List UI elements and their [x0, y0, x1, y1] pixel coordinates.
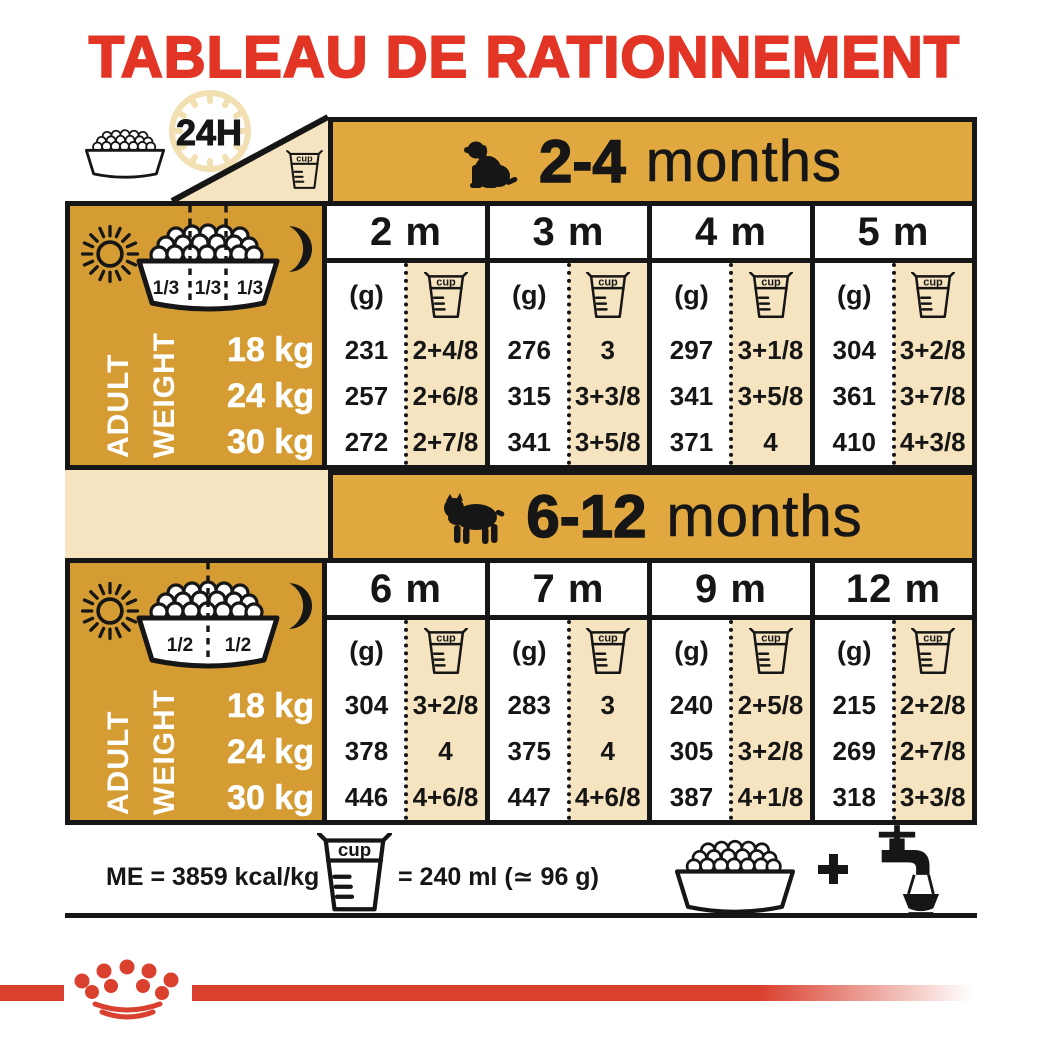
spacer-strip: [65, 470, 328, 558]
cup-value: 4: [600, 735, 615, 766]
weight-row-label: 18 kg: [227, 687, 314, 725]
cup-value: 3+5/8: [737, 380, 804, 411]
grams-value: 297: [669, 334, 714, 365]
bulldog-icon: [442, 493, 506, 545]
grams-value: 276: [507, 334, 551, 365]
measuring-cup-icon: [911, 272, 955, 319]
grams-value: 371: [669, 426, 714, 457]
cup-value: 3+3/8: [899, 781, 966, 812]
cup-value: 3: [600, 334, 615, 365]
age-unit: months: [666, 484, 863, 549]
month-column-5m: [815, 201, 977, 470]
grams-value: 305: [669, 735, 714, 766]
weight-row-label: 30 kg: [227, 423, 314, 461]
month-column-9m: [652, 558, 815, 825]
grams-value: 387: [669, 781, 714, 812]
grams-value: 272: [344, 426, 389, 457]
month-label: 5 m: [815, 206, 972, 263]
measuring-cup-icon: [911, 628, 955, 675]
cup-value: 4+6/8: [412, 781, 479, 812]
cup-value: 2+7/8: [412, 426, 479, 457]
cup-value: 2+7/8: [899, 735, 966, 766]
age-range: 2-4: [539, 128, 626, 195]
measuring-cup-icon: [424, 628, 468, 675]
fraction-label: 1/3: [236, 278, 264, 299]
grams-value: 341: [669, 380, 714, 411]
age-range: 6-12: [526, 483, 647, 550]
month-label: 9 m: [652, 563, 810, 620]
fraction-label: 1/3: [152, 278, 180, 299]
plus-icon: [818, 854, 848, 884]
grams-value: 341: [507, 426, 551, 457]
cup-value: 3+2/8: [412, 689, 479, 720]
grams-value: 318: [832, 781, 876, 812]
measuring-cup-icon: [586, 272, 630, 319]
grams-value: 304: [344, 689, 389, 720]
grams-value: 283: [507, 689, 551, 720]
grams-value: 447: [507, 781, 551, 812]
grams-unit-label: (g): [837, 635, 872, 666]
water-tap-icon: [853, 825, 941, 917]
month-column-3m: [490, 201, 652, 470]
cup-value: 4+3/8: [899, 426, 966, 457]
grams-value: 410: [832, 426, 876, 457]
bowl-kibble-icon: [655, 832, 815, 916]
month-label: 6 m: [327, 563, 485, 620]
grams-unit-label: (g): [512, 635, 547, 666]
cup-value: 3+5/8: [574, 426, 641, 457]
grams-value: 240: [669, 689, 714, 720]
fraction-label: 1/3: [194, 278, 222, 299]
meal-split-bowl-thirds: [128, 206, 288, 314]
meal-split-bowl-halves: [128, 563, 288, 671]
brand-stripe-left: [0, 985, 64, 1001]
puppy-icon: [463, 139, 519, 191]
grams-unit-label: (g): [674, 635, 709, 666]
month-column-2m: [327, 201, 490, 470]
measuring-cup-icon: [749, 272, 793, 319]
grams-value: 315: [507, 380, 551, 411]
adult-label: ADULT: [102, 710, 135, 815]
grams-unit-label: (g): [349, 279, 384, 310]
cup-value: 3+7/8: [899, 380, 966, 411]
grams-value: 378: [344, 735, 389, 766]
cup-value: 2+6/8: [412, 380, 479, 411]
month-label: 7 m: [490, 563, 647, 620]
cup-value: 3+3/8: [574, 380, 641, 411]
month-column-7m: [490, 558, 652, 825]
brand-stripe-right: [192, 985, 980, 1001]
month-column-6m: [327, 558, 490, 825]
cup-value: 3+2/8: [737, 735, 804, 766]
cup-value: 4: [438, 735, 453, 766]
age-band-6-12-months: [328, 470, 977, 558]
cup-value: 2+4/8: [412, 334, 479, 365]
cup-value: 2+2/8: [899, 689, 966, 720]
adult-label: ADULT: [102, 353, 135, 458]
grams-unit-label: (g): [512, 279, 547, 310]
cup-value: 3+1/8: [737, 334, 804, 365]
measuring-cup-icon: [424, 272, 468, 319]
age-band-2-4-months: [328, 117, 977, 201]
month-column-4m: [652, 201, 815, 470]
cup-equivalence-label: = 240 ml (≃ 96 g): [398, 863, 599, 891]
cup-value: 3+2/8: [899, 334, 966, 365]
grams-value: 257: [344, 380, 389, 411]
cup-value: 4: [763, 426, 778, 457]
measuring-cup-icon: [749, 628, 793, 675]
weight-row-label: 30 kg: [227, 779, 314, 817]
metabolizable-energy-label: ME = 3859 kcal/kg: [106, 863, 320, 891]
grams-value: 375: [507, 735, 551, 766]
cup-value: 3: [600, 689, 615, 720]
grams-value: 215: [832, 689, 876, 720]
weight-label: WEIGHT: [148, 332, 181, 458]
cup-value: 4+1/8: [737, 781, 804, 812]
age-unit: months: [645, 129, 842, 194]
measuring-cup-icon: [317, 833, 392, 913]
month-label: 12 m: [815, 563, 972, 620]
cup-value: 2+5/8: [737, 689, 804, 720]
fraction-label: 1/2: [166, 635, 194, 656]
month-label: 3 m: [490, 206, 647, 263]
measuring-cup-icon: [586, 628, 630, 675]
weight-label: WEIGHT: [148, 689, 181, 815]
month-label: 4 m: [652, 206, 810, 263]
grams-value: 269: [832, 735, 876, 766]
weight-row-label: 18 kg: [227, 331, 314, 369]
grams-unit-label: (g): [837, 279, 872, 310]
month-label: 2 m: [327, 206, 485, 263]
grams-unit-label: (g): [674, 279, 709, 310]
footer-divider-rule: [65, 913, 977, 918]
grams-value: 231: [344, 334, 389, 365]
measuring-cup-icon: [286, 145, 323, 195]
cup-value: 4+6/8: [574, 781, 641, 812]
grams-value: 361: [832, 380, 876, 411]
weight-row-label: 24 kg: [227, 377, 314, 415]
bowl-kibble-icon: [80, 124, 170, 180]
grams-value: 304: [832, 334, 876, 365]
grams-value: 446: [344, 781, 389, 812]
royal-canin-crown-icon: [64, 936, 192, 1020]
fraction-label: 1/2: [224, 635, 252, 656]
grams-unit-label: (g): [349, 635, 384, 666]
month-column-12m: [815, 558, 977, 825]
page-title: TABLEAU DE RATIONNEMENT: [88, 25, 961, 90]
weight-row-label: 24 kg: [227, 733, 314, 771]
clock-24h-label: 24H: [175, 112, 243, 153]
